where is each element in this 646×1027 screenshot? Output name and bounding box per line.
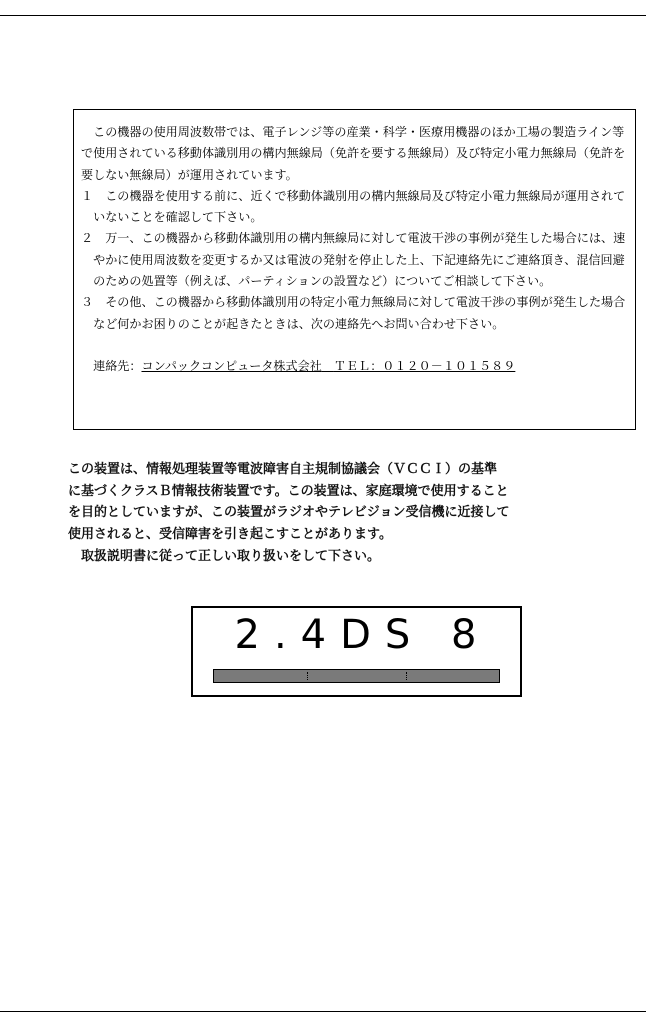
frequency-code: 2.4DS 8	[234, 612, 491, 658]
frequency-band-bar	[213, 669, 500, 683]
band-tick	[307, 672, 308, 680]
header-rule	[0, 15, 646, 16]
notice-item-1: １ この機器を使用する前に、近くで移動体識別用の構内無線局及び特定小電力無線局が運用されていないことを確認して下さい。	[81, 188, 626, 225]
contact-label: 連絡先：	[93, 358, 142, 373]
contact-tel: ＴＥＬ：０１２０－１０１５８９	[333, 358, 516, 373]
vcci-line: に基づくクラスＢ情報技術装置です。この装置は、家庭環境で使用すること	[68, 483, 509, 499]
frequency-label	[191, 606, 522, 697]
vcci-statement	[68, 459, 646, 568]
vcci-line: 使用されると、受信障害を引き起こすことがあります。	[68, 527, 392, 543]
vcci-line: この装置は、情報処理装置等電波障害自主規制協議会（ＶＣＣＩ）の基準	[68, 462, 498, 477]
vcci-line: 取扱説明書に従って正しい取り扱いをして下さい。	[81, 548, 381, 564]
contact-company: コンパックコンピュータ株式会社	[141, 358, 322, 373]
contact-line	[81, 356, 627, 377]
notice-item-3: ３ その他、この機器から移動体識別用の特定小電力無線局に対して電波干渉の事例が発生した場合など何かお困りのことが起きたときは、次の連絡先へお問い合わせ下さい。	[81, 295, 626, 331]
footer-rule	[0, 1011, 646, 1012]
notice-item-2: ２ 万一、この機器から移動体識別用の構内無線局に対して電波干渉の事例が発生した場合には、速やかに使用周波数を変更するか又は電波の発射を停止した上、下記連絡先にご連絡頂き、混信回避のための処置等（例えば、パーティションの設置など）についてご相談して下さい。	[81, 231, 626, 289]
notice-lead: この機器の使用周波数帯では、電子レンジ等の産業・科学・医療用機器のほか工場の製造ライン等で使用されている移動体識別用の構内無線局（免許を要する無線局）及び特定小電力無線局（免許を要しない無線局）が運用されています。	[81, 125, 626, 182]
vcci-line: を目的としていますが、この装置がラジオやテレビジョン受信機に近接して	[68, 505, 510, 521]
band-tick	[406, 672, 407, 680]
radio-interference-notice	[73, 109, 636, 430]
